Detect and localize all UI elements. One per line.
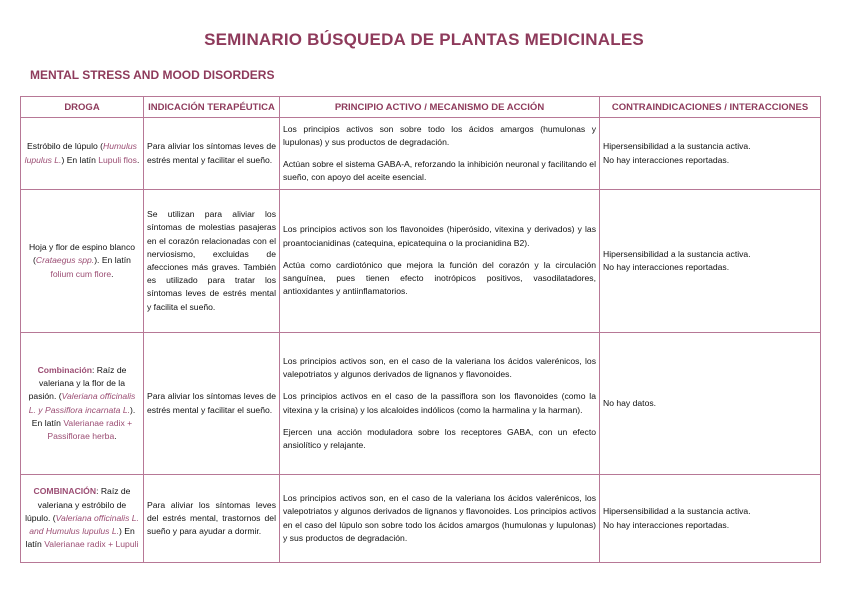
- document-title: SEMINARIO BÚSQUEDA DE PLANTAS MEDICINALES: [204, 30, 644, 49]
- contra-line: No hay interacciones reportadas.: [603, 154, 730, 165]
- principle-cell: [280, 475, 600, 563]
- contra-cell: [600, 190, 821, 333]
- drug-cell: Hoja y flor de espino blanco (Crataegus spp.). En latín folium cum flore.: [21, 190, 144, 333]
- latin-species: Crataegus spp.: [35, 255, 95, 266]
- header-droga: DROGA: [21, 97, 144, 118]
- table-row: [21, 475, 821, 563]
- header-contraindicaciones: CONTRAINDICACIONES / INTERACCIONES: [600, 97, 821, 118]
- principle-cell: [280, 118, 600, 190]
- principle-paragraph: Los principios activos en el caso de la passiflora son los flavonoides (como la vitexina y la crisina) y los alcaloides indólicos (como la harmalina y la harman).: [283, 391, 596, 415]
- plants-table: [20, 96, 821, 563]
- contra-line: No hay interacciones reportadas.: [603, 519, 730, 530]
- section-subtitle: MENTAL STRESS AND MOOD DISORDERS: [30, 68, 275, 82]
- drug-name: Hoja y flor de espino blanco: [28, 242, 136, 253]
- latin-species: Humulus lupulus L.: [24, 141, 137, 165]
- contra-line: No hay interacciones reportadas.: [603, 262, 730, 272]
- contra-cell: [600, 118, 821, 190]
- principle-paragraph: Actúan sobre el sistema GABA-A, reforzando la inhibición neuronal y facilitando el sueño, con apoyo del aceite esencial.: [283, 159, 596, 183]
- latin-name: Lupuli flos: [98, 154, 137, 165]
- contra-line: No hay datos.: [603, 397, 657, 408]
- latin-species: Valeriana officinalis L. and Humulus lupulus L.: [29, 512, 139, 537]
- drug-cell: Combinación: Raíz de valeriana y la flor de la pasión. (Valeriana officinalis L. y Passiflora incarnata L.). En latín Valerianae radix + Passiflorae herba.: [21, 333, 144, 475]
- contra-cell: [600, 333, 821, 475]
- combination-label: COMBINACIÓN: [33, 486, 97, 497]
- indication-cell: Para aliviar los síntomas leves del estrés mental, trastornos del sueño y para ayudar a dormir.: [144, 475, 280, 563]
- table-row: [21, 190, 821, 333]
- table-row: [21, 333, 821, 475]
- indication-cell: Se utilizan para aliviar los síntomas de molestias pasajeras en el corazón relacionadas con el nerviosismo, excluidas de afecciones más graves. También es utilizado para tratar los síntomas leves de estrés mental y facilita el sueño.: [144, 190, 280, 333]
- combination-label: Combinación: [37, 364, 93, 375]
- header-indicacion: INDICACIÓN TERAPÉUTICA: [144, 97, 280, 118]
- drug-cell: COMBINACIÓN: Raíz de valeriana y estróbilo de lúpulo. (Valeriana officinalis L. and Humulus lupulus L.) En latín Valerianae radix + Lupuli: [21, 475, 144, 563]
- indication-cell: Para aliviar los síntomas leves de estrés mental y facilitar el sueño.: [144, 118, 280, 190]
- principle-paragraph: Los principios activos son, en el caso de la valeriana los ácidos valerénicos, los valepotriatos y algunos derivados de lignanos y flavonoides.: [283, 355, 596, 380]
- principle-cell: [280, 190, 600, 333]
- latin-species: Valeriana officinalis L. y Passiflora incarnata L.: [28, 391, 136, 415]
- header-principio: PRINCIPIO ACTIVO / MECANISMO DE ACCIÓN: [280, 97, 600, 118]
- principle-paragraph: Ejercen una acción moduladora sobre los receptores GABA, con un efecto ansiolítico y relajante.: [283, 426, 596, 450]
- principle-paragraph: Los principios activos son los flavonoides (hiperósido, vitexina y derivados) y las proantocianidinas (catequina, epicatequina o la procianidina B2).: [283, 224, 596, 248]
- latin-name: Valerianae radix + Passiflorae herba: [47, 417, 133, 441]
- latin-name: Valerianae radix + Lupuli: [44, 539, 139, 550]
- principle-paragraph: Los principios activos son, en el caso de la valeriana los ácidos valerénicos, los valepotriatos y algunos derivados de lignanos y flavonoides. Los principios activos en el caso del lúpulo son sobre todo los ácidos amargos (humulonas y lupulonas) y sus productos de degradación.: [283, 493, 596, 543]
- contra-cell: [600, 475, 821, 563]
- table-row: [21, 118, 821, 190]
- drug-cell: Estróbilo de lúpulo (Humulus lupulus L.) En latín Lupuli flos.: [21, 118, 144, 190]
- contra-line: Hipersensibilidad a la sustancia activa.: [603, 248, 751, 259]
- latin-name: folium cum flore: [50, 268, 112, 279]
- contra-line: Hipersensibilidad a la sustancia activa.: [603, 141, 751, 152]
- principle-paragraph: Actúa como cardiotónico que mejora la función del corazón y la circulación sanguínea, pues tienen efecto inotrópicos positivos, vasodilatadores, antioxidantes y antiinflamatorios.: [283, 259, 596, 297]
- principle-paragraph: Los principios activos son sobre todo los ácidos amargos (humulonas y lupulonas) y sus productos de degradación.: [283, 123, 596, 147]
- indication-cell: Para aliviar los síntomas leves de estrés mental y facilitar el sueño.: [144, 333, 280, 475]
- principle-cell: [280, 333, 600, 475]
- contra-line: Hipersensibilidad a la sustancia activa.: [603, 506, 751, 517]
- table-header-row: [21, 97, 821, 118]
- drug-name: Estróbilo de lúpulo: [27, 141, 98, 152]
